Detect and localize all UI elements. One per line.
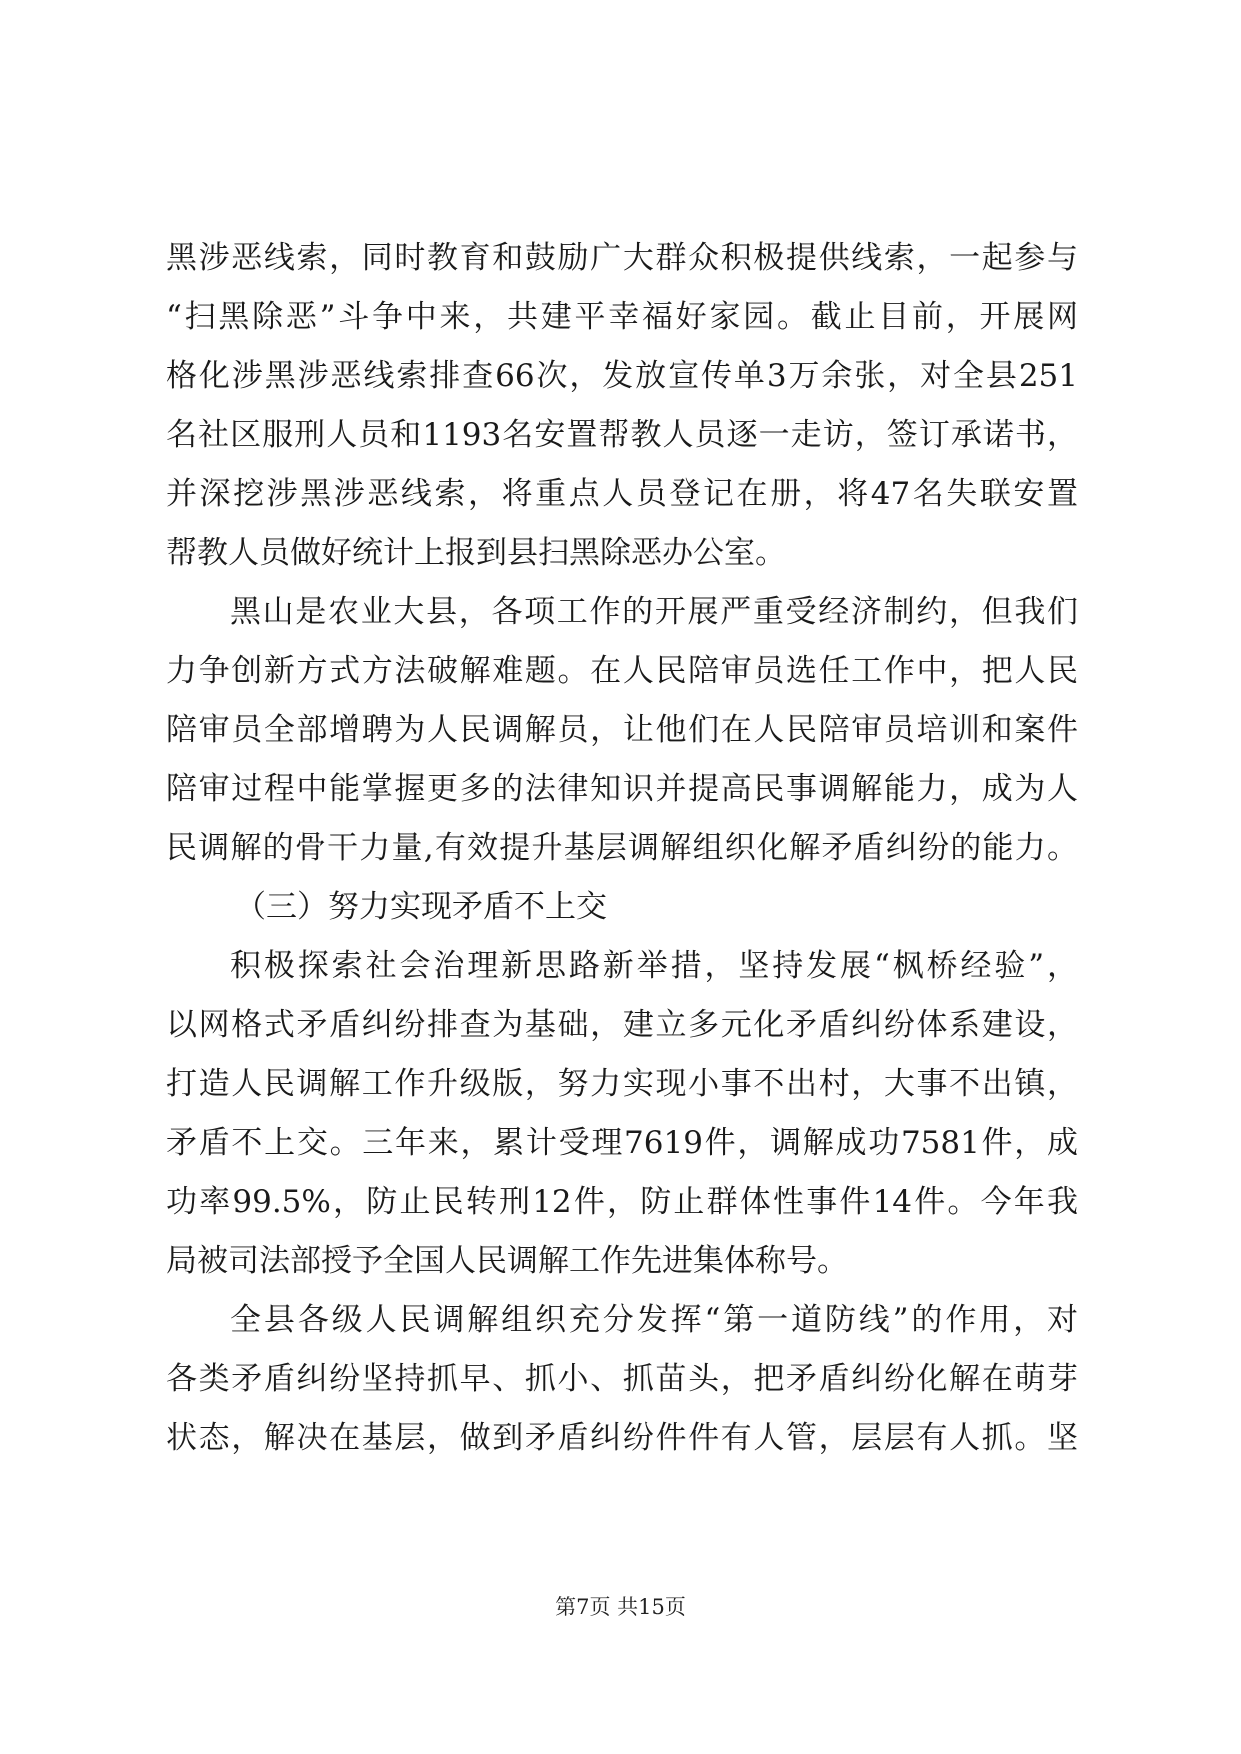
text-line: 名社区服刑人员和1193名安置帮教人员逐一走访，签订承诺书， (166, 417, 1078, 453)
section-heading: （三）努力实现矛盾不上交 (235, 889, 607, 925)
text-line: 功率99.5%，防止民转刑12件，防止群体性事件14件。今年我 (166, 1184, 1078, 1220)
text-line: 格化涉黑涉恶线索排查66次，发放宣传单3万余张，对全县251 (166, 358, 1078, 394)
text-line: 帮教人员做好统计上报到县扫黑除恶办公室。 (166, 535, 786, 571)
text-line: 陪审过程中能掌握更多的法律知识并提高民事调解能力，成为人 (166, 771, 1078, 807)
text-line: 打造人民调解工作升级版，努力实现小事不出村，大事不出镇， (166, 1066, 1078, 1102)
text-line: 状态，解决在基层，做到矛盾纠纷件件有人管，层层有人抓。坚 (166, 1420, 1078, 1456)
text-line: 矛盾不上交。三年来，累计受理7619件，调解成功7581件，成 (166, 1125, 1078, 1161)
text-line: 并深挖涉黑涉恶线索，将重点人员登记在册，将47名失联安置 (166, 476, 1078, 512)
text-line: 各类矛盾纠纷坚持抓早、抓小、抓苗头，把矛盾纠纷化解在萌芽 (166, 1361, 1078, 1397)
page-number-footer: 第7页 共15页 (555, 1595, 686, 1619)
text-line: 局被司法部授予全国人民调解工作先进集体称号。 (166, 1243, 848, 1279)
text-line: 全县各级人民调解组织充分发挥“第一道防线”的作用，对 (230, 1302, 1078, 1338)
text-line: 以网格式矛盾纠纷排查为基础，建立多元化矛盾纠纷体系建设， (166, 1007, 1078, 1043)
text-line: 陪审员全部增聘为人民调解员，让他们在人民陪审员培训和案件 (166, 712, 1078, 748)
document-body (166, 229, 1078, 1468)
text-line: 黑山是农业大县，各项工作的开展严重受经济制约，但我们 (230, 594, 1078, 630)
text-line: 力争创新方式方法破解难题。在人民陪审员选任工作中，把人民 (166, 653, 1078, 689)
text-line: 积极探索社会治理新思路新举措，坚持发展“枫桥经验”， (230, 948, 1078, 984)
text-line: 黑涉恶线索，同时教育和鼓励广大群众积极提供线索，一起参与 (166, 240, 1078, 276)
text-line: 民调解的骨干力量,有效提升基层调解组织化解矛盾纠纷的能力。 (166, 830, 1078, 866)
text-line: “扫黑除恶”斗争中来，共建平幸福好家园。截止目前，开展网 (166, 299, 1078, 335)
